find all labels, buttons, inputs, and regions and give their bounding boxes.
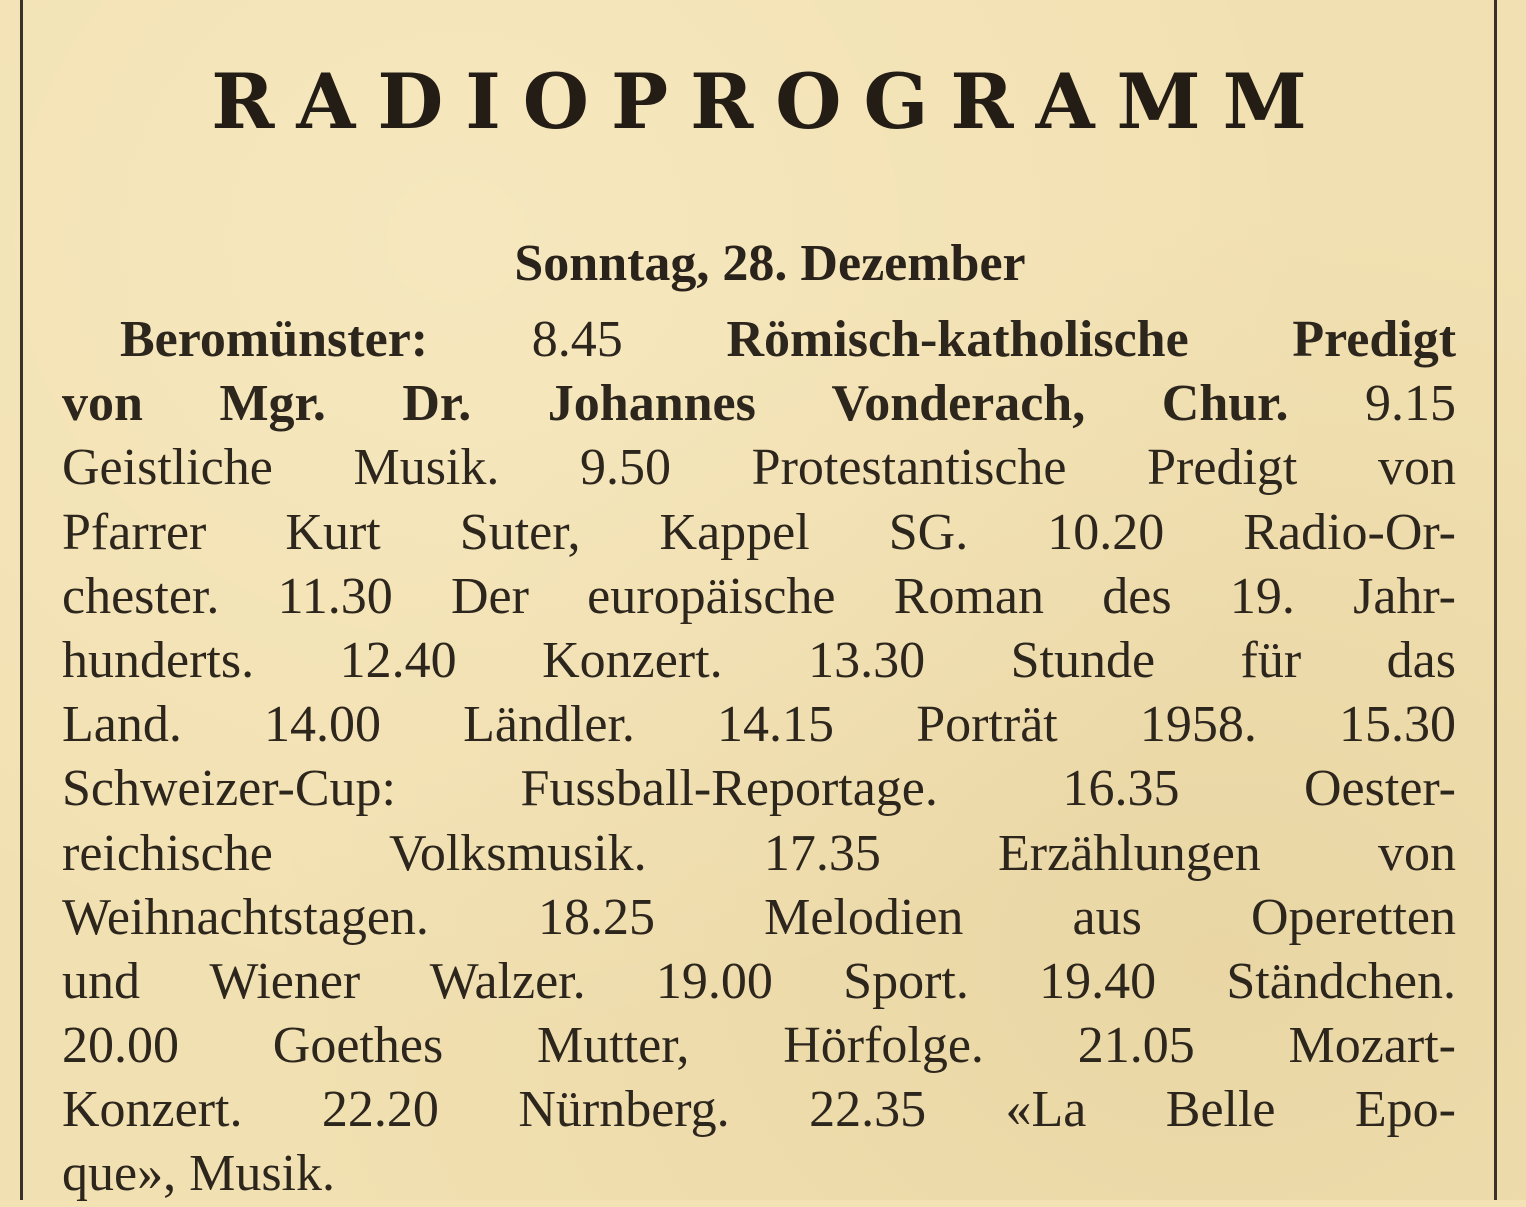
line-text: Geistliche Musik. 9.50 Protestantische Predigt von (62, 439, 1456, 497)
line-bold-text: von Mgr. Dr. Johannes Vonderach, Chur. (62, 375, 1289, 433)
program-date: Sonntag, 28. Dezember (514, 235, 1026, 292)
line-text: chester. 11.30 Der europäische Roman des 19. Jahr- (62, 567, 1456, 625)
line-text: 9.15 (1288, 375, 1457, 433)
line-text: Land. 14.00 Ländler. 14.15 Porträt 1958. 15.30 (62, 696, 1456, 754)
line-text: que», Musik. (62, 1145, 335, 1203)
line-text: 8.45 (531, 311, 727, 368)
line-text: Konzert. 22.20 Nürnberg. 22.35 «La Belle Epo- (62, 1081, 1456, 1139)
station-name: Beromünster: (120, 311, 532, 368)
program-line (62, 950, 1456, 1014)
line-text: 20.00 Goethes Mutter, Hörfolge. 21.05 Mozart- (62, 1017, 1456, 1075)
page-title: RADIOPROGRAMM (211, 57, 1329, 146)
program-line (62, 501, 1456, 565)
program-text (62, 308, 1456, 1207)
line-bold-text: Römisch-katholische Predigt (726, 311, 1457, 368)
program-line (62, 565, 1456, 629)
column-rule-right (1494, 0, 1497, 1200)
program-line (62, 822, 1456, 886)
program-line (62, 1142, 1456, 1206)
line-text: Pfarrer Kurt Suter, Kappel SG. 10.20 Radio-Or- (62, 503, 1456, 561)
program-line (62, 308, 1456, 372)
line-text: Weihnachtstagen. 18.25 Melodien aus Operetten (62, 888, 1456, 946)
line-text: Schweizer-Cup: Fussball-Reportage. 16.35 Oester- (62, 760, 1456, 818)
line-text: hunderts. 12.40 Konzert. 13.30 Stunde für das (62, 631, 1456, 689)
line-text: und Wiener Walzer. 19.00 Sport. 19.40 Ständchen. (62, 952, 1456, 1010)
column-rule-left (20, 0, 23, 1200)
program-line (62, 372, 1456, 436)
program-line (62, 693, 1456, 757)
line-text: reichische Volksmusik. 17.35 Erzählungen von (62, 824, 1456, 882)
program-line (62, 886, 1456, 950)
program-line (62, 1014, 1456, 1078)
program-line (62, 629, 1456, 693)
program-line (62, 436, 1456, 500)
program-line (62, 1078, 1456, 1142)
program-line (62, 757, 1456, 821)
